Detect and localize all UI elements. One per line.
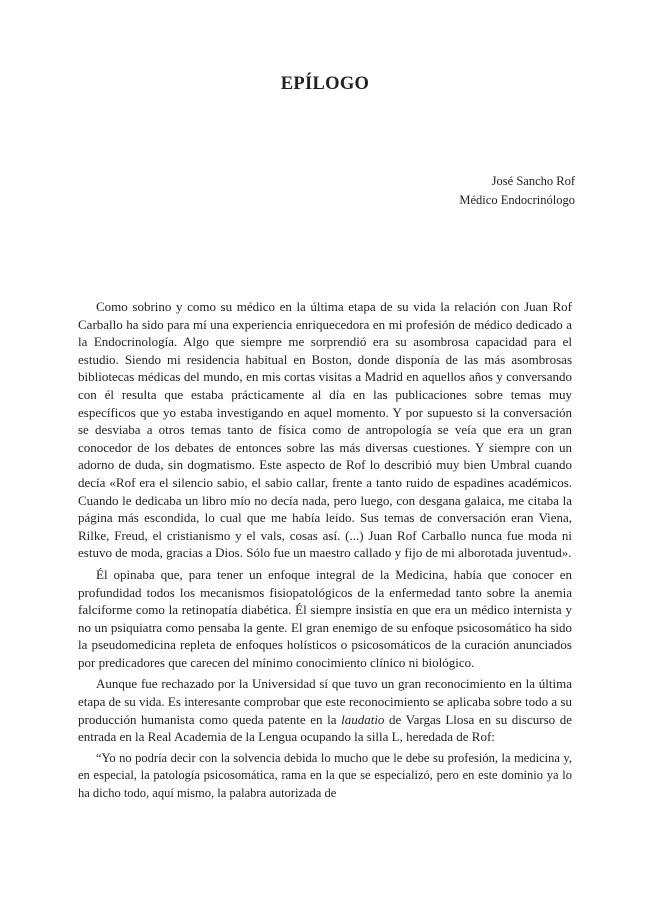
paragraph-3-text-b: de Vargas Llosa en su discurso de entrada en la Real Academia de la Lengua ocupando la silla L, heredada de Rof: (78, 711, 572, 745)
paragraph-3-text-a: Aunque fue rechazado por la Universidad sí que tuvo un gran reconocimiento en la última etapa de su vida. Es interesante comprobar que este reconocimiento se aplicaba sobre todo a su producción humanista como queda patente en la (78, 676, 572, 727)
author-role: Médico Endocrinólogo (459, 193, 575, 207)
body-text (78, 298, 572, 807)
block-quote: “Yo no podría decir con la solvencia debida lo mucho que le debe su profesión, la medicina y, en especial, la patología psicosomática, rama en la que se especializó, pero en este dominio ya lo ha dicho todo, aquí mismo, la palabra autorizada de (78, 750, 572, 801)
paragraph-1: Como sobrino y como su médico en la última etapa de su vida la relación con Juan Rof Carballo ha sido para mí una experiencia enriquecedora en mi profesión de médico dedicado a la Endocrinología. Algo que siempre me sorprendió era su asombrosa capacidad para el estudio. Siendo mi residencia habitual en Boston, donde disponía de las más asombrosas bibliotecas médicas del mundo, en mis cortas visitas a Madrid en aquellos años y conversando con él resulta que estaba prácticamente al día en las publicaciones sobre temas muy específicos que yo estaba investigando en aquel momento. Y por supuesto si la conversación se desviaba a otros temas tanto de física como de antropología se veía que era un gran conocedor de los debates de entonces sobre las más diversas cuestiones. Y siempre con un adorno de duda, sin dogmatismo. Este aspecto de Rof lo describió muy bien Umbral cuando decía «Rof era el silencio sabio, el sabio callar, frente a tanto ruido de espadines académicos. Cuando le dedicaba un libro mío no decía nada, pero luego, con desgana galaica, me citaba la página más escondida, lo cual que me había leído. Sus temas de conversación eran Viena, Rilke, Freud, el cristianismo y el vals, cosas así. (...) Juan Rof Carballo nunca fue moda ni estuvo de moda, gracias a Dios. Sólo fue un maestro callado y fijo de mi alborotada juventud». (78, 299, 572, 561)
chapter-title: EPÍLOGO (280, 74, 370, 94)
author-name: José Sancho Rof (491, 174, 575, 188)
author-block (459, 172, 575, 210)
paragraph-2: Él opinaba que, para tener un enfoque integral de la Medicina, había que conocer en profundidad todos los mecanismos fisiopatológicos de la enfermedad tanto sobre la anemia falciforme como la retinopatía diabética. Él siempre insistía en que era un médico internista y no un psiquiatra como pensaba la gente. El gran enemigo de su enfoque psicosomático ha sido la pseudomedicina repleta de enfoques holísticos o psicosomáticos de la curación anunciados por predicadores que carecen del mínimo conocimiento clínico ni biológico. (78, 566, 572, 670)
paragraph-3-italic: laudatio (341, 711, 385, 727)
paragraph-3 (78, 675, 572, 745)
